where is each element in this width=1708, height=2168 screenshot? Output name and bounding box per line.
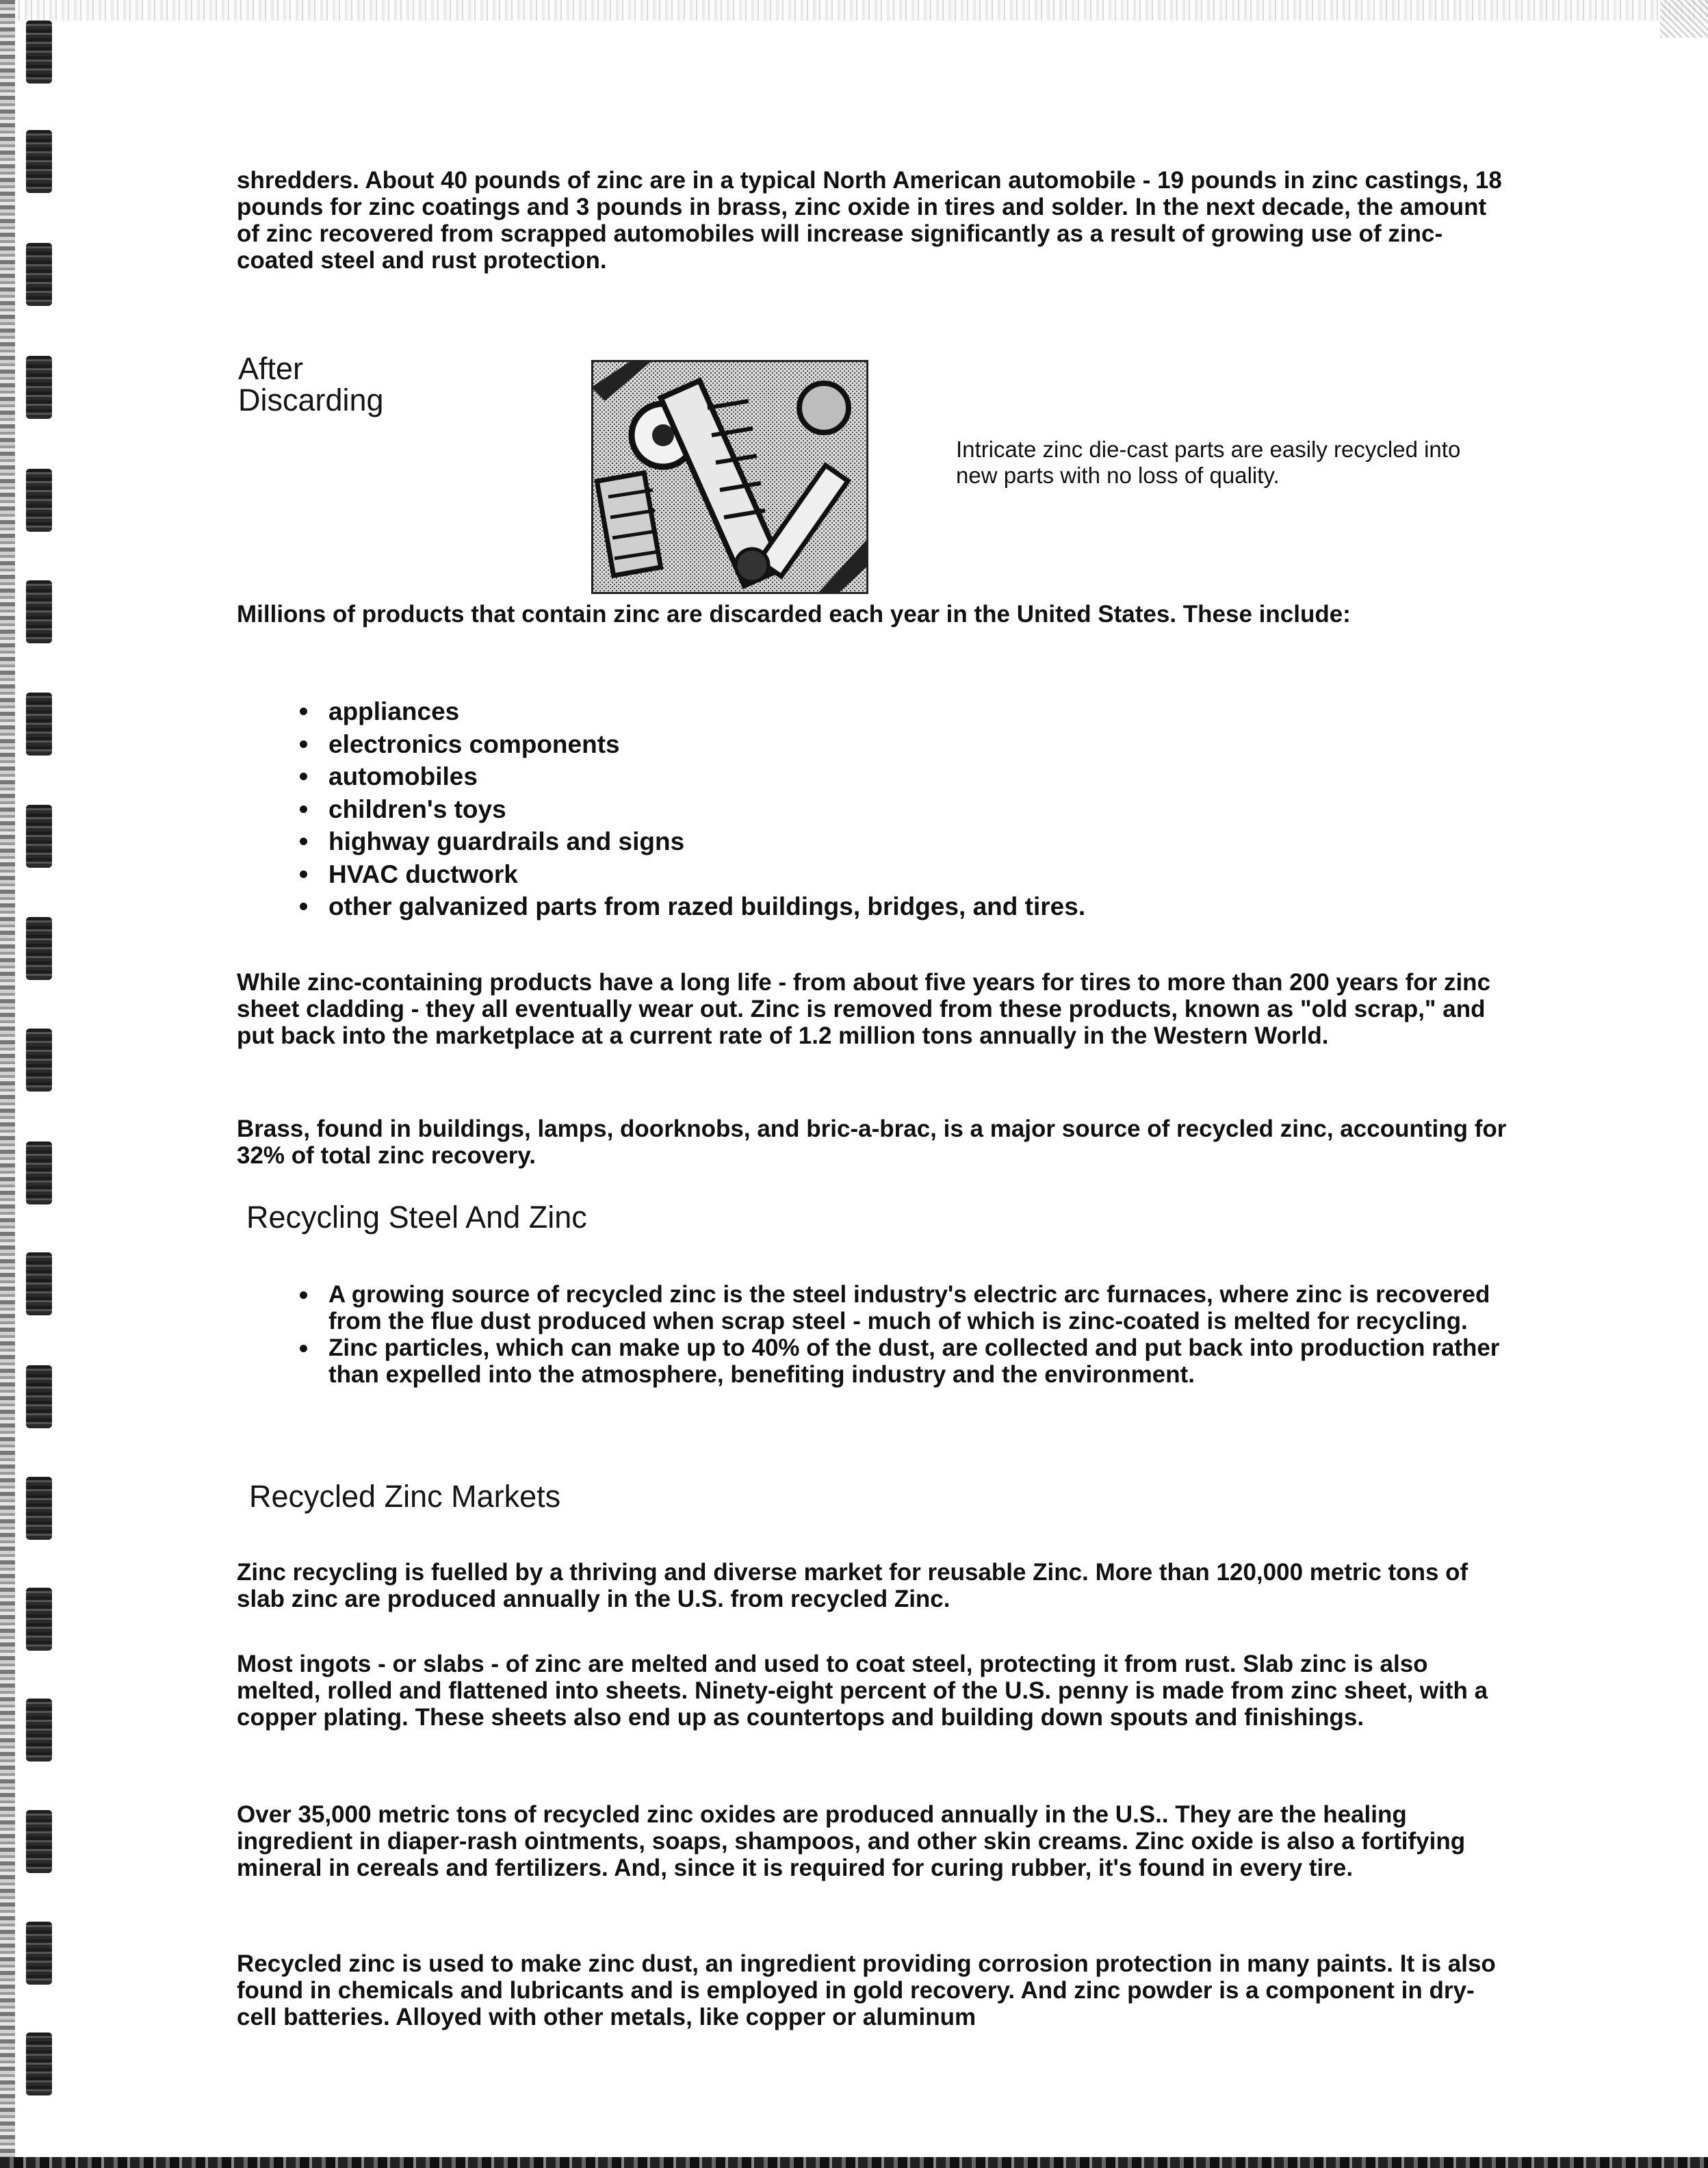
list-item: other galvanized parts from razed buildings, bridges, and tires.	[294, 890, 1499, 923]
punch-hole	[26, 1477, 52, 1540]
punch-hole	[26, 693, 52, 756]
punch-hole	[26, 1252, 52, 1315]
punch-hole	[26, 1922, 52, 1985]
markets-paragraph-3: Over 35,000 metric tons of recycled zinc oxides are produced annually in the U.S.. They are the healing ingredient in diaper-rash ointments, soaps, shampoos, and other skin creams. Zinc oxide is also a fortifying mineral in cereals and fertilizers. And, since it is required for curing rubber, it's found in every tire.	[237, 1801, 1466, 1881]
punch-hole	[26, 1365, 52, 1428]
recycling-steel-heading: Recycling Steel And Zinc	[246, 1200, 587, 1235]
list-item: HVAC ductwork	[294, 858, 1499, 891]
punch-hole	[26, 917, 52, 980]
markets-paragraph-1: Zinc recycling is fuelled by a thriving and diverse market for reusable Zinc. More than 120,000 metric tons of slab zinc are produced annually in the U.S. from recycled Zinc.	[237, 1559, 1468, 1612]
die-cast-parts-illustration	[591, 360, 868, 594]
after-discarding-heading	[238, 353, 384, 416]
punch-hole	[26, 356, 52, 419]
punch-hole	[26, 1141, 52, 1204]
brass-paragraph: Brass, found in buildings, lamps, doorknobs, and bric-a-brac, is a major source of recycled zinc, accounting for 32% of total zinc recovery.	[237, 1115, 1507, 1169]
list-item: appliances	[294, 695, 1499, 728]
recycling-steel-list	[294, 1281, 1512, 1388]
after-discarding-heading-line2: Discarding	[238, 383, 384, 417]
scan-noise-corner	[1660, 0, 1708, 38]
punch-hole	[26, 2032, 52, 2095]
punch-hole	[26, 1699, 52, 1762]
list-item: Zinc particles, which can make up to 40% of the dust, are collected and put back into production rather than expelled into the atmosphere, benefiting industry and the environment.	[294, 1334, 1512, 1388]
photo-caption: Intricate zinc die-cast parts are easily recycled into new parts with no loss of quality.	[956, 437, 1461, 488]
punch-hole	[26, 805, 52, 868]
recycled-zinc-markets-heading: Recycled Zinc Markets	[249, 1479, 561, 1514]
scan-left-edge	[0, 0, 15, 2168]
intro-paragraph: shredders. About 40 pounds of zinc are in a typical North American automobile - 19 pounds in zinc castings, 18 pounds for zinc coatings and 3 pounds in brass, zinc oxide in tires and solder. In the next decade, the amount of zinc recovered from scrapped automobiles will increase significantly as a result of growing use of zinc-coated steel and rust protection.	[237, 167, 1502, 274]
list-item: A growing source of recycled zinc is the steel industry's electric arc furnaces, where zinc is recovered from the flue dust produced when scrap steel - much of which is zinc-coated is melted for recycling.	[294, 1281, 1512, 1334]
discarded-products-list	[294, 695, 1499, 923]
punch-hole	[26, 1029, 52, 1092]
punch-hole	[26, 130, 52, 193]
list-item: children's toys	[294, 793, 1499, 826]
list-item: electronics components	[294, 728, 1499, 761]
scan-noise-top	[0, 0, 1708, 21]
scan-bottom-edge	[0, 2157, 1708, 2168]
list-item: automobiles	[294, 760, 1499, 793]
discarded-products-intro: Millions of products that contain zinc are discarded each year in the United States. These include:	[237, 601, 1351, 628]
punch-hole	[26, 580, 52, 643]
punch-hole	[26, 469, 52, 532]
punch-hole	[26, 1588, 52, 1651]
list-item: highway guardrails and signs	[294, 825, 1499, 858]
product-life-paragraph: While zinc-containing products have a long life - from about five years for tires to more than 200 years for zinc sheet cladding - they all eventually wear out. Zinc is removed from these products, known as "old scrap," and put back into the marketplace at a current rate of 1.2 million tons annually in the Western World.	[237, 969, 1491, 1049]
punch-hole	[26, 1810, 52, 1873]
punch-hole	[26, 243, 52, 306]
markets-paragraph-2: Most ingots - or slabs - of zinc are melted and used to coat steel, protecting it from rust. Slab zinc is also melted, rolled and flattened into sheets. Ninety-eight percent of the U.S. penny is made from zinc sheet, with a copper plating. These sheets also end up as countertops and building down spouts and finishings.	[237, 1651, 1488, 1731]
punch-hole	[26, 21, 52, 83]
after-discarding-heading-line1: After	[238, 351, 304, 386]
zinc-die-cast-parts-photo	[591, 360, 868, 594]
markets-paragraph-4: Recycled zinc is used to make zinc dust, an ingredient providing corrosion protection in many paints. It is also found in chemicals and lubricants and is employed in gold recovery. And zinc powder is a component in dry-cell batteries. Alloyed with other metals, like copper or aluminum	[237, 1950, 1496, 2030]
